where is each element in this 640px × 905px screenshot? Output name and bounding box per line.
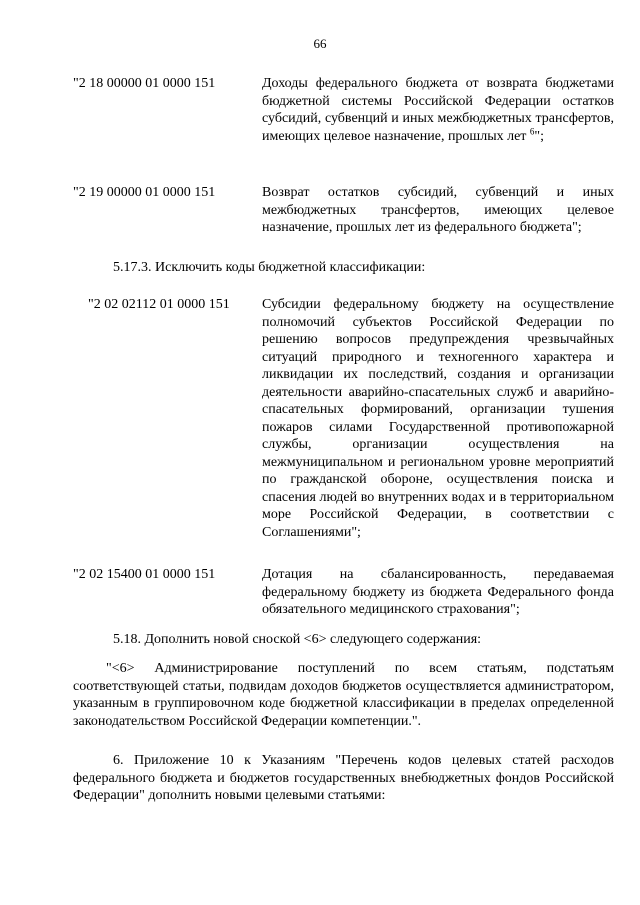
section-5-18-heading: 5.18. Дополнить новой сноской <6> следующего содержания: bbox=[113, 632, 482, 647]
budget-code: "2 19 00000 01 0000 151 bbox=[73, 185, 216, 200]
page-number: 66 bbox=[313, 36, 327, 51]
budget-code: "2 02 15400 01 0000 151 bbox=[73, 567, 216, 582]
section-6-paragraph: 6. Приложение 10 к Указаниям "Перечень кодов целевых статей расходов федерального бюджета и бюджетов государственных внебюджетных фондов Российской Федерации" дополнить новыми целевыми статьями: bbox=[73, 753, 614, 803]
description-text: Доходы федерального бюджета от возврата бюджетами бюджетной системы Российской Федерации остатков субсидий, субвенций и иных межбюджетных трансфертов, имеющих целевое назначение, прошлых лет bbox=[262, 76, 614, 144]
budget-code-description bbox=[262, 75, 614, 145]
budget-code-description: Дотация на сбалансированность, передаваемая федеральному бюджету из бюджета Федерального фонда обязательного медицинского страхования"; bbox=[262, 567, 614, 617]
description-tail: "; bbox=[534, 128, 545, 144]
footnote-6-text: "<6> Администрирование поступлений по всем статьям, подстатьям соответствующей статьи, подвидам доходов бюджетов осуществляется администратором, указанным в группировочном коде бюджетной классификации в пределах определенной законодательством Российской Федерации компетенции.". bbox=[73, 661, 614, 729]
footnote-marker: 6 bbox=[529, 125, 535, 136]
budget-code-description: Возврат остатков субсидий, субвенций и иных межбюджетных трансфертов, имеющих целевое назначение, прошлых лет из федерального бюджета"; bbox=[262, 185, 614, 235]
budget-code: "2 02 02112 01 0000 151 bbox=[88, 297, 230, 312]
section-5-17-3-heading: 5.17.3. Исключить коды бюджетной классификации: bbox=[113, 260, 426, 275]
budget-code: "2 18 00000 01 0000 151 bbox=[73, 76, 216, 91]
budget-code-description: Субсидии федеральному бюджету на осуществление полномочий субъектов Российской Федерации по решению вопросов предупреждения чрезвычайных ситуаций природного и техногенного характера и ликвидации их последствий, создания и организации деятельности аварийно-спасательных служб и аварийно-спасательных формирований, организации тушения пожаров силами Государственной противопожарной службы, организации осуществления на межмуниципальном и региональном уровне мероприятий по гражданской обороне, осуществления поиска и спасения людей во внутренних водах и в территориальном море Российской Федерации, в соответствии с Соглашениями"; bbox=[262, 297, 614, 540]
